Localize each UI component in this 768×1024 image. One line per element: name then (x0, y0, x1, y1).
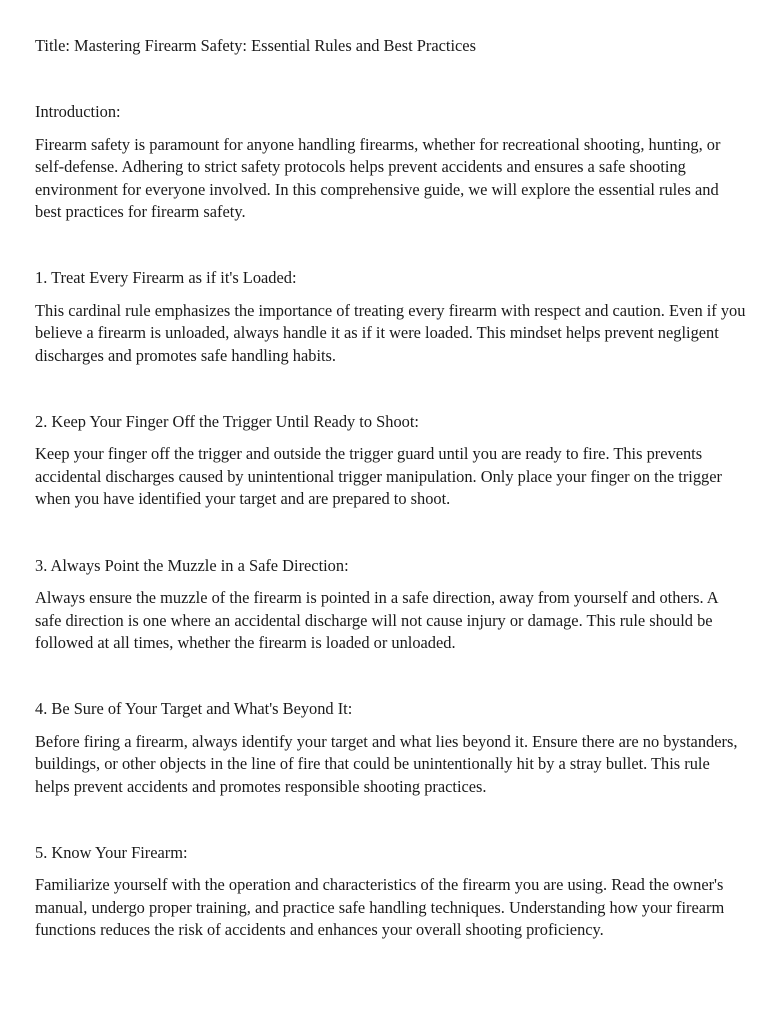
section-1-heading: 1. Treat Every Firearm as if it's Loaded: (35, 268, 297, 288)
document-title: Title: Mastering Firearm Safety: Essential Rules and Best Practices (35, 36, 476, 55)
introduction-paragraph: Firearm safety is paramount for anyone handling firearms, whether for recreational shooting, hunting, or self-defense. Adhering to strict safety protocols helps prevent accidents and ensures a safe shooting environment for everyone involved. In this comprehensive guide, we will explore the essential rules and best practices for firearm safety. (35, 134, 721, 222)
section-5-heading: 5. Know Your Firearm: (35, 842, 188, 862)
section-3-heading: 3. Always Point the Muzzle in a Safe Direction: (35, 555, 349, 575)
section-4-paragraph: Before firing a firearm, always identify your target and what lies beyond it. Ensure there are no bystanders, buildings, or other objects in the line of fire that could be unintentionally hit by a stray bullet. This rule helps prevent accidents and promotes responsible shooting practices. (35, 731, 738, 796)
section-2-heading: 2. Keep Your Finger Off the Trigger Until Ready to Shoot: (35, 412, 419, 432)
introduction-heading: Introduction: (35, 102, 121, 122)
section-1-paragraph: This cardinal rule emphasizes the importance of treating every firearm with respect and caution. Even if you believe a firearm is unloaded, always handle it as if it were loaded. This mindset helps prevent negligent discharges and promotes safe handling habits. (35, 300, 746, 365)
section-3-paragraph: Always ensure the muzzle of the firearm is pointed in a safe direction, away from yourself and others. A safe direction is one where an accidental discharge will not cause injury or damage. This rule should be followed at all times, whether the firearm is loaded or unloaded. (35, 588, 718, 652)
section-2-paragraph: Keep your finger off the trigger and outside the trigger guard until you are ready to fire. This prevents accidental discharges caused by unintentional trigger manipulation. Only place your finger on the trigger when you have identified your target and are prepared to shoot. (35, 444, 722, 509)
section-5-paragraph: Familiarize yourself with the operation and characteristics of the firearm you are using. Read the owner's manual, undergo proper training, and practice safe handling techniques. Understanding how your firearm functions reduces the risk of accidents and enhances your overall shooting proficiency. (35, 875, 725, 940)
section-4-heading: 4. Be Sure of Your Target and What's Beyond It: (35, 699, 353, 719)
document-body (35, 35, 747, 942)
